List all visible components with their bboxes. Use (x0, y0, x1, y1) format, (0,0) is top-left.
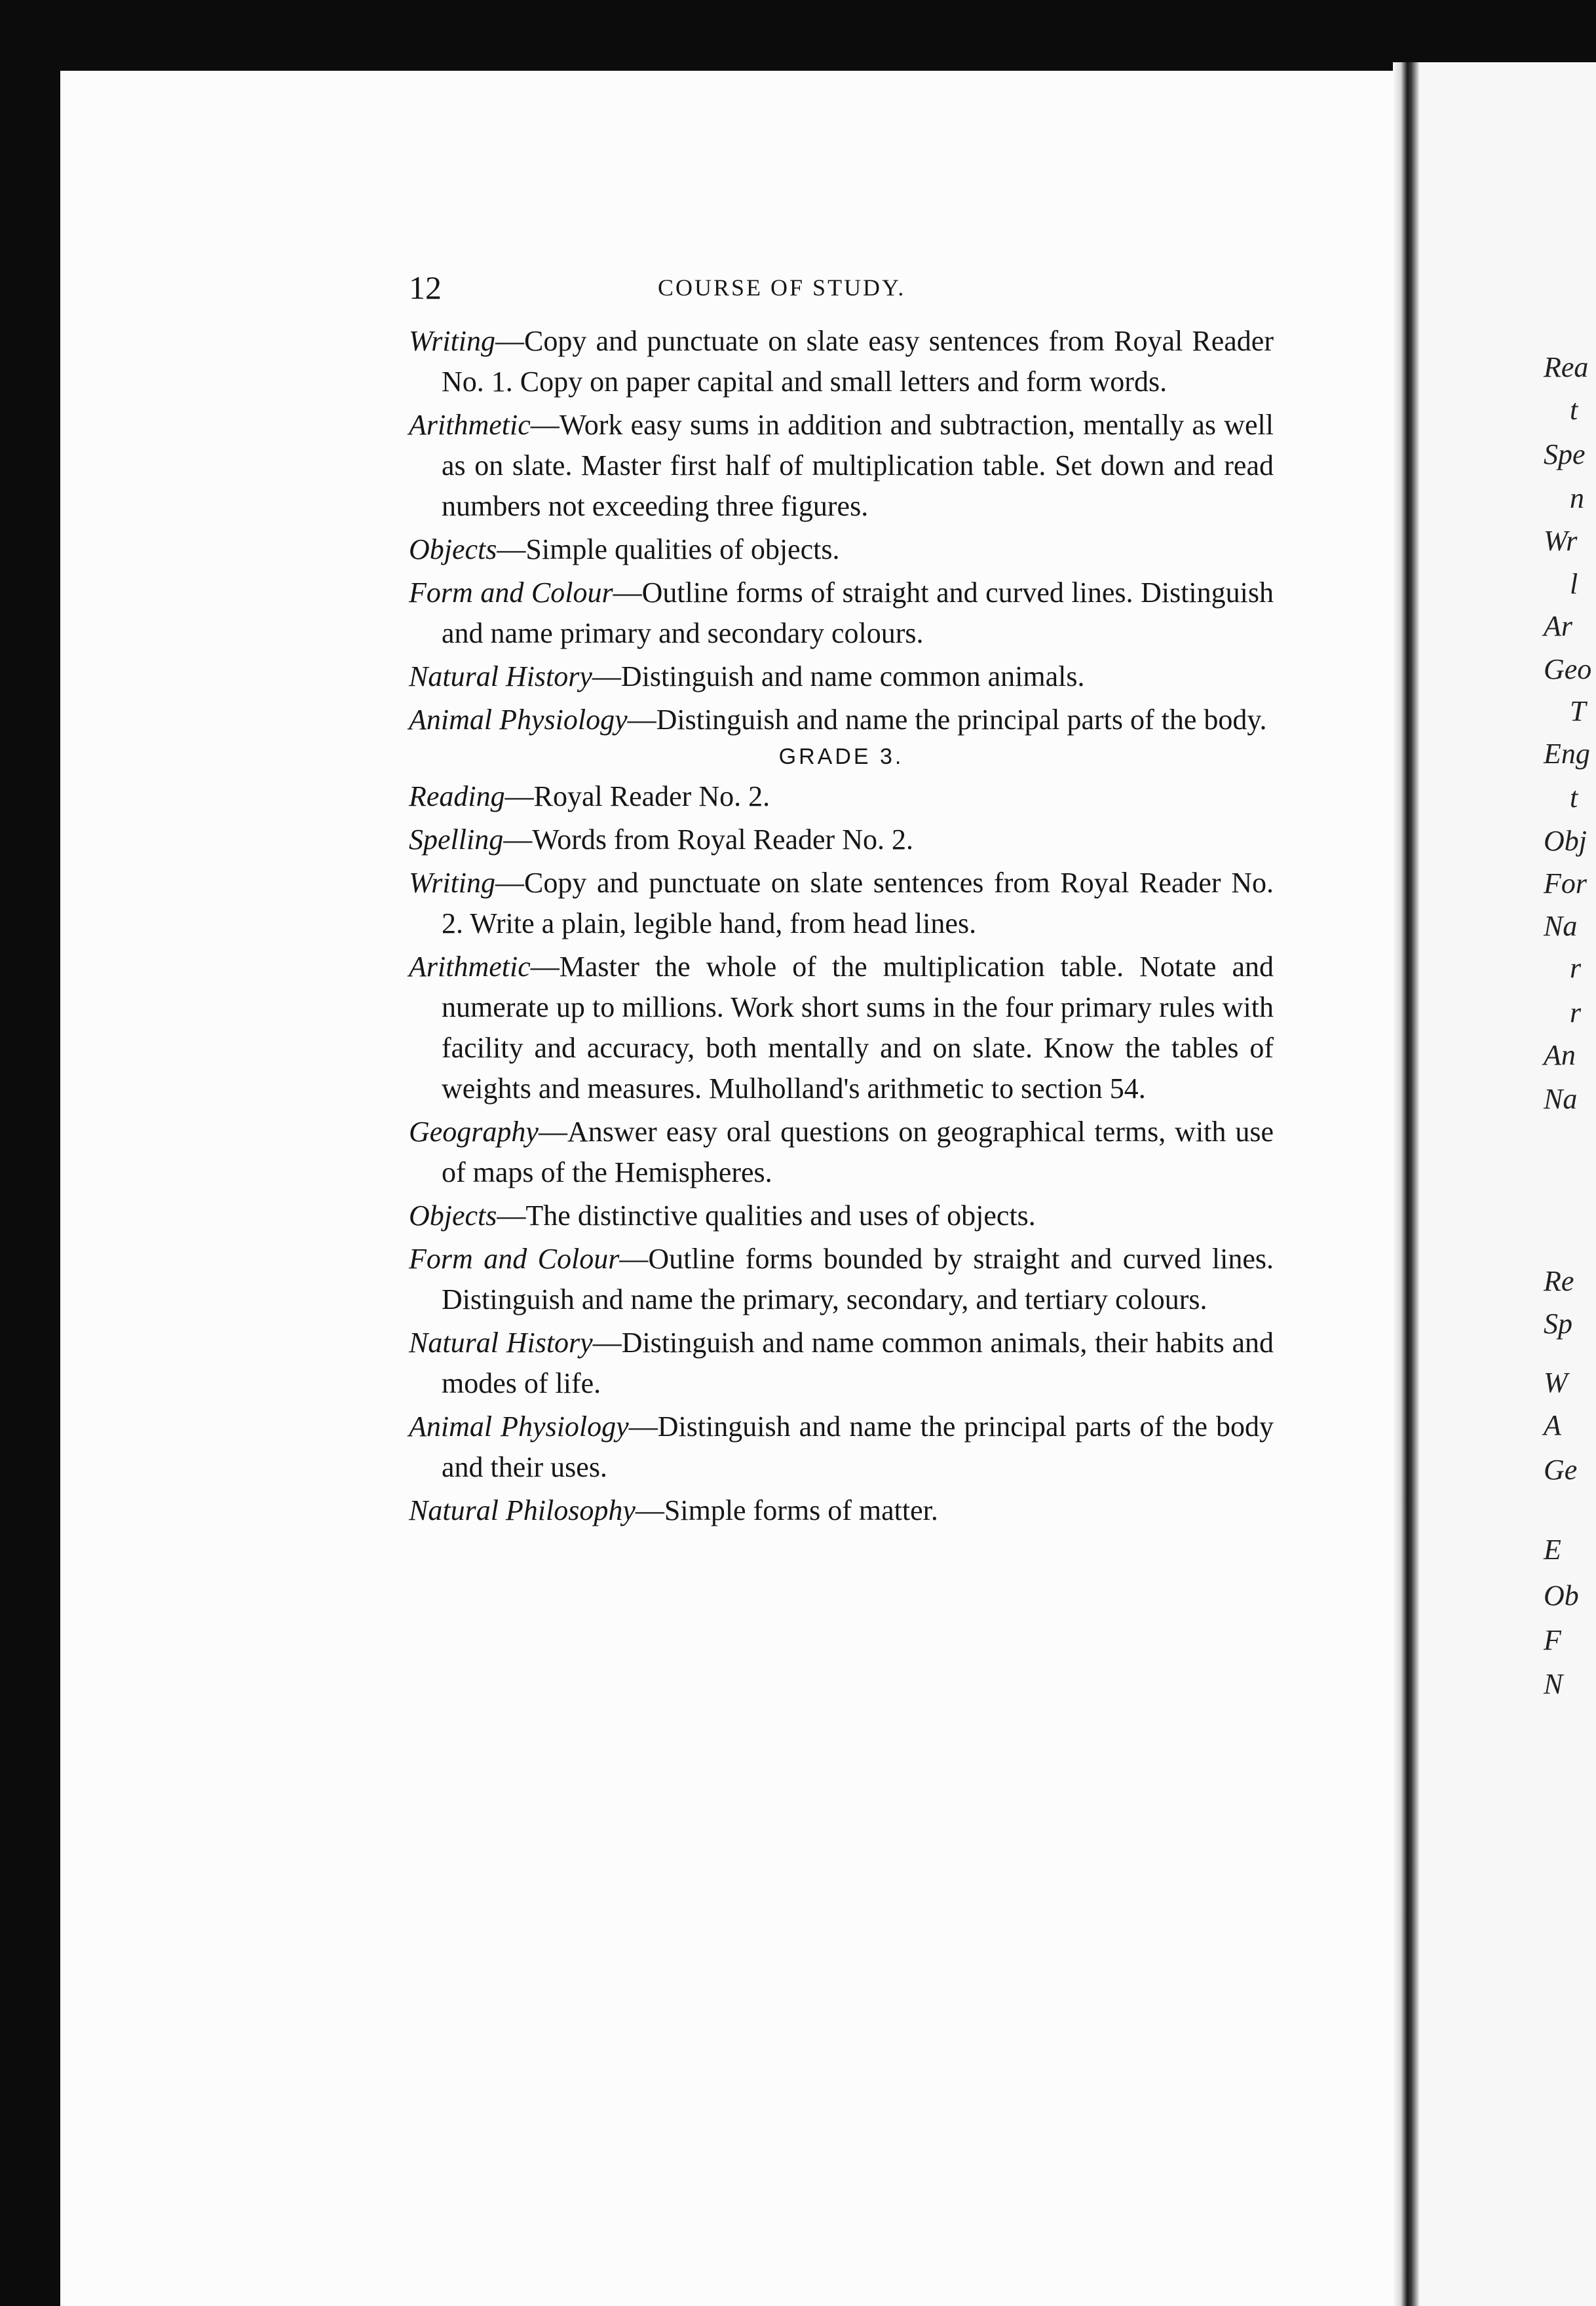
facing-page-fragment: Sp (1544, 1308, 1572, 1340)
subject-description: —Distinguish and name common animals. (592, 660, 1085, 692)
page-number: 12 (409, 269, 442, 306)
facing-page-fragment: Ge (1544, 1454, 1578, 1486)
facing-page-fragment: F (1544, 1624, 1561, 1656)
subject-name: Natural History (409, 660, 592, 692)
subject-entry-objects (409, 529, 1274, 570)
subject-name: Animal Physiology (409, 704, 628, 736)
facing-page-fragment: n (1570, 482, 1584, 514)
facing-page-fragment: Na (1544, 1083, 1578, 1115)
subject-description: —Distinguish and name the principal parts of the body. (627, 704, 1267, 736)
subject-name: Arithmetic (409, 409, 531, 441)
facing-page-fragment: A (1544, 1409, 1561, 1441)
subject-name: Geography (409, 1116, 539, 1148)
subject-description: —Master the whole of the multiplication table. Notate and numerate up to millions. Work short sums in the four primary rules with facility and accuracy, both mentally and on slate. Know the tables of weights and measures. Mulholland's arithmetic to section 54. (442, 951, 1274, 1105)
facing-page (1419, 62, 1596, 2306)
facing-page-fragment: Wr (1544, 525, 1578, 557)
subject-description: —Answer easy oral questions on geographical terms, with use of maps of the Hemispheres. (442, 1116, 1274, 1188)
subject-description: —Simple qualities of objects. (497, 533, 840, 565)
facing-page-fragment: l (1570, 568, 1578, 600)
facing-page-fragment: W (1544, 1367, 1568, 1399)
subject-description: —Copy and punctuate on slate sentences from Royal Reader No. 2. Write a plain, legible hand, from head lines. (442, 867, 1274, 939)
subject-description: —Words from Royal Reader No. 2. (503, 823, 913, 856)
subject-description: —Outline forms of straight and curved lines. Distinguish and name primary and secondary colours. (442, 576, 1274, 649)
facing-page-fragment: T (1570, 695, 1586, 727)
facing-page-fragment: Ob (1544, 1579, 1579, 1612)
book-spine (1393, 62, 1419, 2306)
subject-description: —Distinguish and name the principal parts of the body and their uses. (442, 1410, 1274, 1483)
subject-description: —Distinguish and name common animals, their habits and modes of life. (442, 1327, 1274, 1399)
subject-name: Writing (409, 325, 496, 357)
subject-name: Natural Philosophy (409, 1494, 636, 1526)
grade-3-heading: GRADE 3. (778, 744, 904, 769)
subject-name: Arithmetic (409, 951, 531, 983)
facing-page-fragment: Spe (1544, 438, 1586, 470)
subject-name: Form and Colour (409, 1243, 620, 1275)
facing-page-fragment: Na (1544, 910, 1578, 942)
subject-entry-objects (409, 1196, 1274, 1236)
subject-name: Animal Physiology (409, 1410, 629, 1443)
subject-name: Reading (409, 780, 505, 812)
subject-description: —The distinctive qualities and uses of objects. (497, 1200, 1036, 1232)
subject-description: —Simple forms of matter. (635, 1494, 938, 1526)
subject-entry-arithmetic (409, 405, 1274, 527)
running-head: COURSE OF STUDY. (658, 274, 906, 301)
page-header (409, 269, 1274, 308)
facing-page-fragment: Obj (1544, 825, 1587, 857)
subject-entry-writing (409, 321, 1274, 402)
facing-page-fragment: E (1544, 1534, 1561, 1566)
facing-page-fragment: Eng (1544, 738, 1590, 770)
subject-entry-spelling (409, 820, 1274, 860)
subject-entry-form-and-colour (409, 573, 1274, 654)
grade-2-section (409, 321, 1274, 740)
facing-page-fragment: Re (1544, 1265, 1574, 1297)
facing-page-fragment: t (1570, 782, 1578, 814)
subject-entry-form-and-colour (409, 1239, 1274, 1320)
facing-page-fragment: For (1544, 867, 1587, 899)
subject-entry-animal-physiology (409, 1407, 1274, 1488)
subject-description: —Royal Reader No. 2. (504, 780, 770, 812)
facing-page-fragment: An (1544, 1039, 1576, 1071)
facing-page-fragment: N (1544, 1668, 1563, 1700)
subject-name: Objects (409, 533, 497, 565)
subject-entry-arithmetic (409, 947, 1274, 1109)
subject-entry-writing (409, 863, 1274, 944)
facing-page-fragment: Rea (1544, 351, 1589, 383)
subject-description: —Work easy sums in addition and subtraction, mentally as well as on slate. Master first half of multiplication table. Set down and read numbers not exceeding three figures. (442, 409, 1274, 522)
subject-entry-natural-history (409, 656, 1274, 697)
subject-description: —Outline forms bounded by straight and curved lines. Distinguish and name the primary, secondary, and tertiary colours. (442, 1243, 1274, 1315)
subject-name: Spelling (409, 823, 504, 856)
subject-description: —Copy and punctuate on slate easy sentences from Royal Reader No. 1. Copy on paper capital and small letters and form words. (442, 325, 1274, 398)
subject-entry-natural-philosophy (409, 1490, 1274, 1531)
subject-entry-reading (409, 776, 1274, 817)
subject-entry-animal-physiology (409, 700, 1274, 740)
subject-entry-natural-history (409, 1323, 1274, 1404)
grade-3-section (409, 776, 1274, 1531)
facing-page-fragment: r (1570, 952, 1582, 984)
facing-page-fragment: Geo (1544, 653, 1592, 685)
subject-name: Writing (409, 867, 496, 899)
course-content (409, 321, 1274, 1534)
facing-page-fragment: r (1570, 996, 1582, 1029)
subject-name: Natural History (409, 1327, 593, 1359)
subject-name: Form and Colour (409, 576, 613, 609)
facing-page-fragment: t (1570, 394, 1578, 426)
facing-page-fragment: Ar (1544, 610, 1572, 642)
subject-name: Objects (409, 1200, 497, 1232)
subject-entry-geography (409, 1112, 1274, 1193)
